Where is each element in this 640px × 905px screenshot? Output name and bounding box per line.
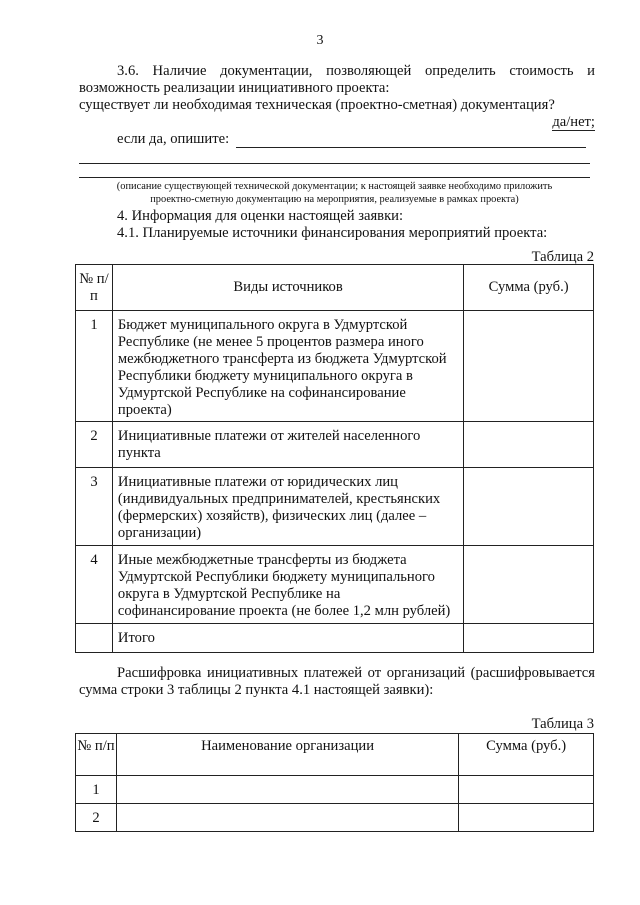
table2-header-sum: Сумма (руб.) [464,265,594,311]
describe-fill-line-3[interactable] [79,177,590,178]
row-org-name-cell[interactable] [116,776,458,804]
table3 [75,733,594,832]
table2-header-row [76,265,594,311]
row-sum-cell[interactable] [459,776,594,804]
row-num: 1 [76,776,117,804]
row-sum-cell[interactable] [464,624,594,653]
row-sum-cell[interactable] [464,422,594,468]
row-source: Бюджет муниципального округа в Удмуртской Республике (не менее 5 процентов размера иного межбюджетного трансферта из бюджета Удмуртской Республики бюджету муниципального округа в Удмуртской Республике на софинансирование проекта) [112,311,463,422]
section-4-1-subheading: 4.1. Планируемые источники финансирования мероприятий проекта: [117,225,548,241]
row-sum-cell[interactable] [459,804,594,832]
row-source: Инициативные платежи от жителей населенного пункта [112,422,463,468]
section-3-6-line3: существует ли необходимая техническая (проектно-сметная) документация? [79,97,555,113]
table3-caption: Таблица 3 [531,716,594,732]
section-3-6-line2: возможность реализации инициативного проекта: [79,80,390,96]
answer-yes-no: да/нет; [552,114,595,130]
decoding-line1: Расшифровка инициативных платежей от организаций (расшифровывается [117,665,595,681]
table2-caption: Таблица 2 [531,249,594,265]
row-num: 4 [76,546,113,624]
describe-label: если да, опишите: [117,131,230,147]
section-4-heading: 4. Информация для оценки настоящей заявки: [117,208,404,224]
describe-fill-line-2[interactable] [79,163,590,164]
table2 [75,264,594,653]
table3-header-num: № п/п [76,734,117,776]
row-sum-cell[interactable] [464,468,594,546]
decoding-line2: сумма строки 3 таблицы 2 пункта 4.1 настоящей заявки): [79,682,434,698]
row-num: 2 [76,804,117,832]
describe-fill-line[interactable] [236,147,586,148]
table-row [76,311,594,422]
row-total-label: Итого [112,624,463,653]
table3-header-row [76,734,594,776]
table2-header-num: № п/п [76,265,113,311]
table-row [76,804,594,832]
row-num: 2 [76,422,113,468]
page-number: 3 [316,33,324,48]
row-num [76,624,113,653]
note-line1: (описание существующей технической документации; к настоящей заявке необходимо приложить [116,181,553,192]
table3-header-sum: Сумма (руб.) [459,734,594,776]
table-row-total [76,624,594,653]
table-row [76,468,594,546]
row-num: 3 [76,468,113,546]
table-row [76,422,594,468]
table3-header-name: Наименование организации [116,734,458,776]
row-source: Инициативные платежи от юридических лиц (индивидуальных предпринимателей, крестьянских (фермерских) хозяйств), физических лиц (далее – организации) [112,468,463,546]
table2-header-source: Виды источников [112,265,463,311]
section-3-6-line1: 3.6. Наличие документации, позволяющей определить стоимость и [117,63,595,79]
table-row [76,776,594,804]
row-source: Иные межбюджетные трансферты из бюджета Удмуртской Республики бюджету муниципального округа в Удмуртской Республике на софинансирование проекта (не более 1,2 млн рублей) [112,546,463,624]
row-num: 1 [76,311,113,422]
row-sum-cell[interactable] [464,546,594,624]
row-sum-cell[interactable] [464,311,594,422]
table-row [76,546,594,624]
row-org-name-cell[interactable] [116,804,458,832]
note-line2: проектно-сметную документацию на мероприятия, реализуемые в рамках проекта) [150,194,519,205]
